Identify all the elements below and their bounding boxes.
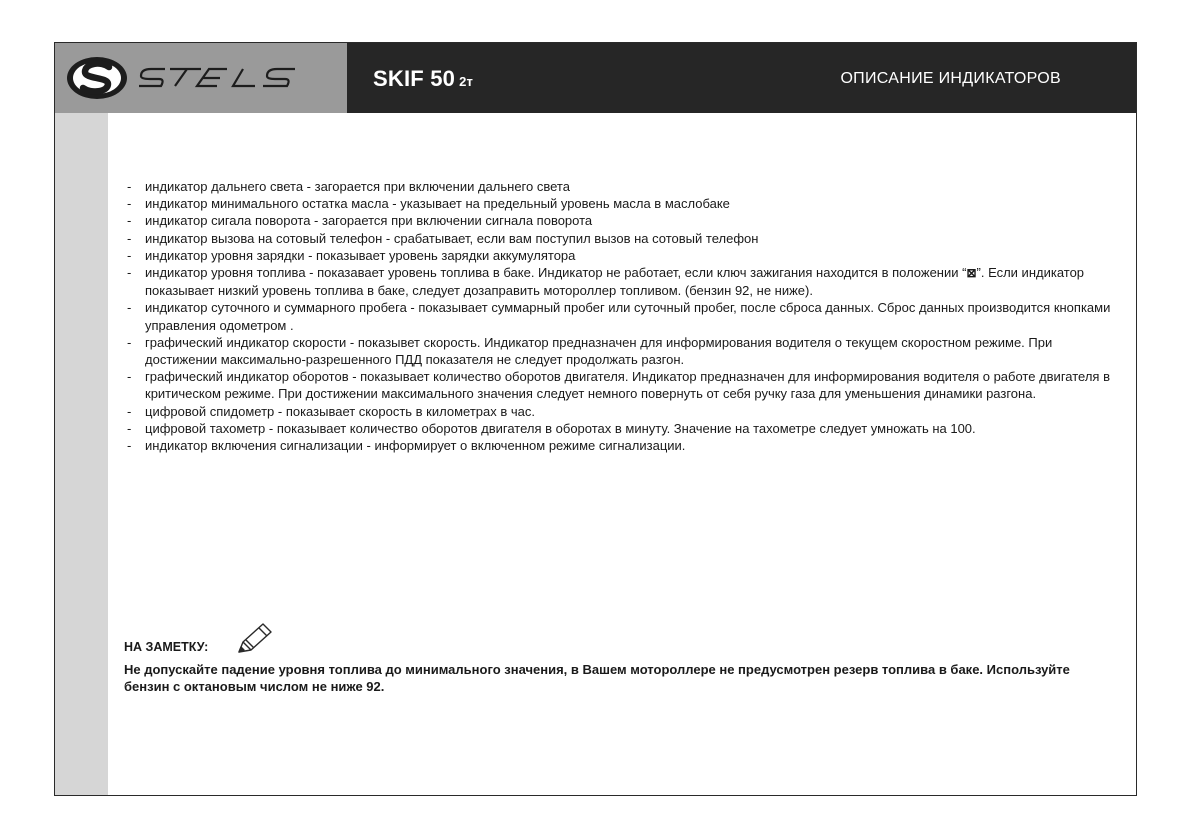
manual-page (54, 42, 1137, 796)
indicator-list (124, 178, 1114, 454)
item-text: индикатор сигала поворота - загорается при включении сигнала поворота (145, 213, 593, 229)
ignition-off-icon: ⊠ (966, 266, 977, 281)
list-item (124, 437, 1114, 454)
list-item (124, 403, 1114, 420)
item-text: индикатор уровня зарядки - показывает уровень зарядки аккумулятора (145, 247, 576, 263)
list-dash: - (127, 403, 132, 419)
item-text: графический индикатор скорости - показывет скорость. Индикатор предназначен для информирования водителя о текущем скоростном режиме. При достижении максимально-разрешенного ПДД показателя не следует продолжать разгон. (145, 334, 1053, 368)
indicator-descriptions (124, 178, 1114, 454)
list-dash: - (127, 196, 132, 212)
list-dash: - (127, 334, 132, 350)
pencil-icon (231, 620, 275, 660)
list-item (124, 178, 1114, 195)
list-dash: - (127, 300, 132, 316)
list-dash: - (127, 369, 132, 385)
list-dash: - (127, 247, 132, 263)
note-header (124, 620, 1114, 656)
list-item (124, 334, 1114, 368)
side-band (55, 43, 108, 795)
list-dash: - (127, 230, 132, 246)
item-text: индикатор дальнего света - загорается при включении дальнего света (145, 179, 570, 194)
item-text: цифровой спидометр - показывает скорость в километрах в час. (145, 403, 535, 419)
list-dash: - (127, 179, 132, 194)
model-title (373, 66, 473, 92)
item-text: индикатор вызова на сотовый телефон - срабатывает, если вам поступил вызов на сотовый телефон (145, 230, 759, 246)
page-header (55, 43, 1136, 113)
item-text: индикатор суточного и суммарного пробега - показывает суммарный пробег или суточный пробег, после сброса данных. Сброс данных производится кнопками управления одометром . (145, 300, 1111, 333)
item-text-start: индикатор уровня топлива - показавает уровень топлива в баке. Индикатор не работает, если ключ зажигания находится в положении “ (145, 265, 967, 281)
brand-logo (55, 43, 347, 113)
list-dash: - (127, 438, 132, 454)
list-item (124, 195, 1114, 212)
list-dash: - (127, 213, 132, 229)
list-dash: - (127, 265, 132, 281)
list-item (124, 230, 1114, 247)
note-label: НА ЗАМЕТКУ: (124, 640, 209, 654)
list-item (124, 264, 1114, 299)
item-text: индикатор включения сигнализации - информирует о включенном режиме сигнализации. (145, 438, 686, 454)
list-item (124, 247, 1114, 264)
item-text: индикатор минимального остатка масла - указывает на предельный уровень масла в маслобаке (145, 196, 730, 212)
list-dash: - (127, 420, 132, 436)
item-text: цифровой тахометр - показывает количество оборотов двигателя в оборотах в минуту. Значение на тахометре следует умножать на 100. (145, 420, 976, 436)
note-text: Не допускайте падение уровня топлива до минимального значения, в Вашем мотороллере не предусмотрен резерв топлива в баке. Используйте бензин с октановым числом не ниже 92. (124, 662, 1070, 695)
item-text-end: ”. Если индикатор показывает низкий уровень топлива в баке, следует дозаправить мотороллер топливом. (бензин 92, не ниже). (145, 265, 1085, 299)
section-title: ОПИСАНИЕ ИНДИКАТОРОВ (840, 70, 1061, 87)
model-name: SKIF 50 (373, 66, 456, 91)
stels-logo-icon (55, 43, 347, 113)
list-item (124, 212, 1114, 229)
note-block (124, 620, 1114, 695)
item-text: графический индикатор оборотов - показывает количество оборотов двигателя. Индикатор предназначен для информирования водителя о работе двигателя в критическом режиме. При достижении максимального значения следует немного повернуть от себя ручку газа для уменьшения динамики разгона. (145, 369, 1110, 402)
list-item (124, 420, 1114, 437)
list-item (124, 368, 1114, 402)
model-suffix: 2т (459, 74, 474, 89)
list-item (124, 299, 1114, 333)
